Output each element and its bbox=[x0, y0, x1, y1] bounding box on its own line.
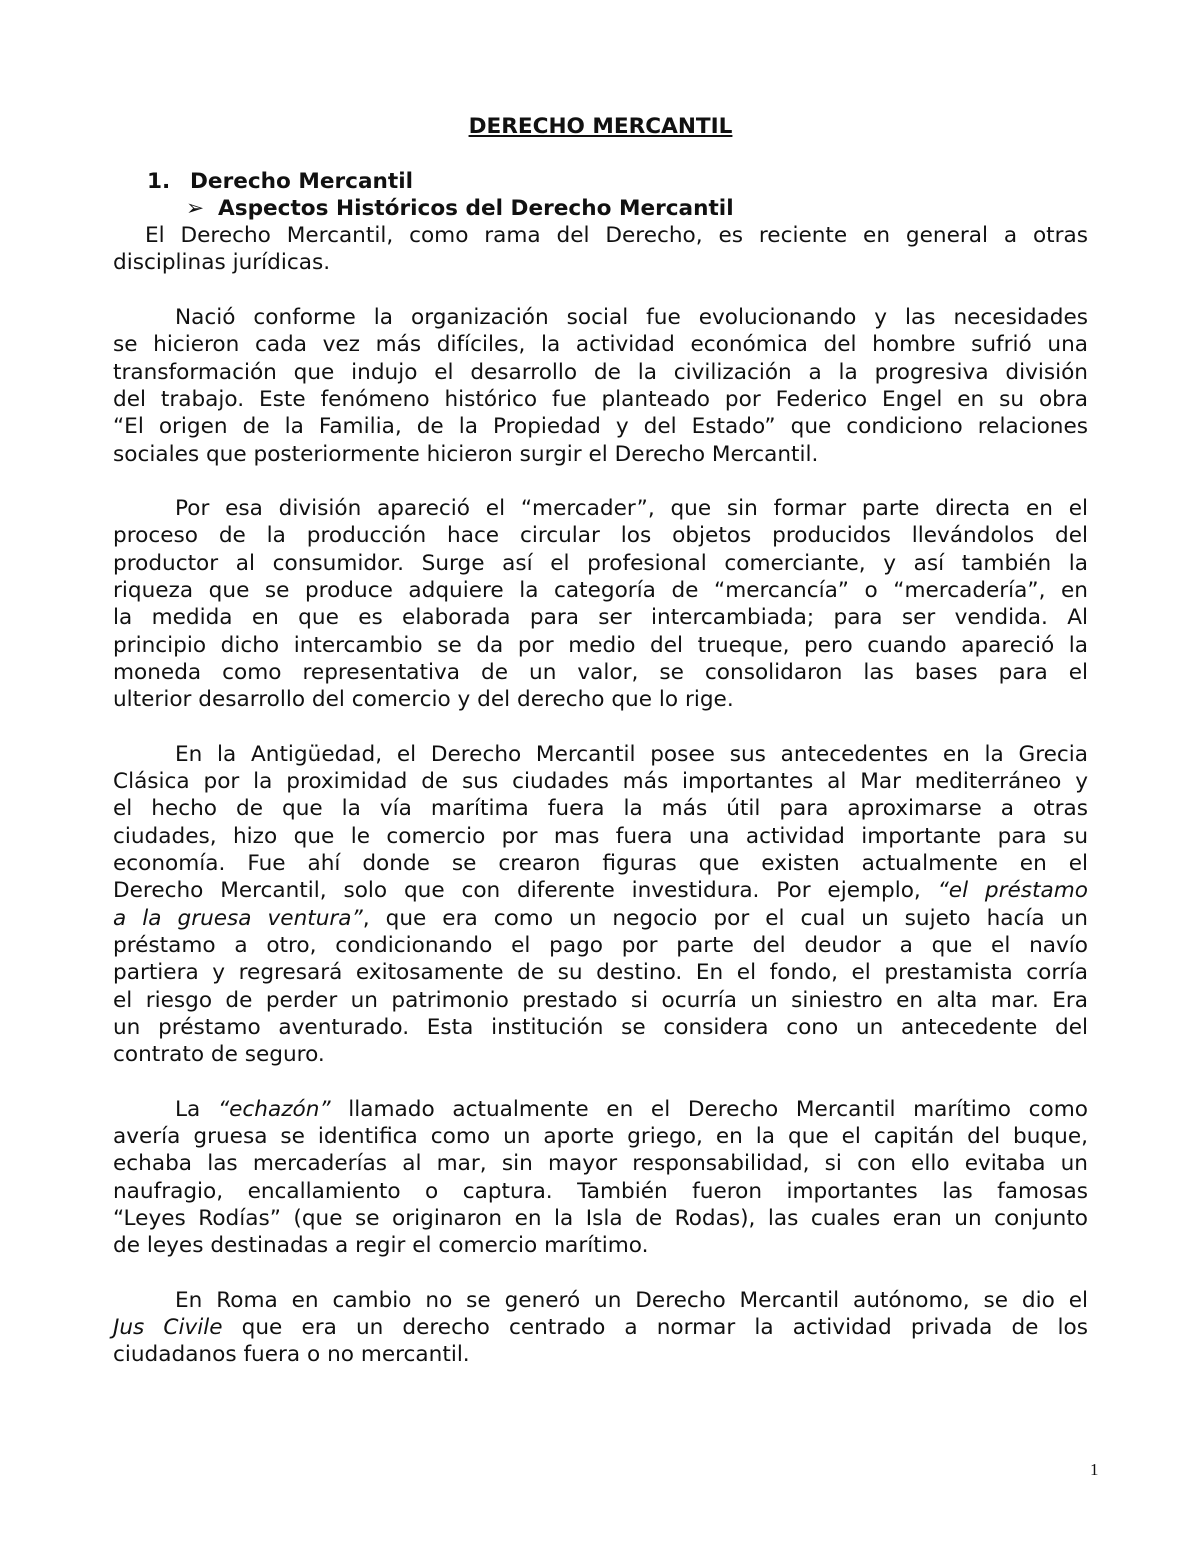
italic-text: “echazón” bbox=[217, 1096, 331, 1122]
italic-text: Jus Civile bbox=[113, 1315, 223, 1341]
italic-text: a la gruesa ventura” bbox=[113, 905, 363, 931]
text-line: transformación que indujo el desarrollo de la civilización a la progresiva división bbox=[113, 359, 1088, 385]
subsection-heading bbox=[113, 195, 1088, 222]
text-line: naufragio, encallamiento o captura. También fueron importantes las famosas bbox=[113, 1178, 1088, 1204]
blank-line bbox=[113, 468, 1088, 495]
section-label: Derecho Mercantil bbox=[190, 168, 414, 194]
text-line: “Leyes Rodías” (que se originaron en la Isla de Rodas), las cuales eran un conjunto bbox=[113, 1205, 1088, 1231]
text-span: , que era como un negocio por el cual un sujeto hacía un bbox=[362, 905, 1088, 931]
text-line: contrato de seguro. bbox=[113, 1042, 325, 1068]
text-line: El Derecho Mercantil, como rama del Derecho, es reciente en general a otras bbox=[145, 223, 1088, 249]
text-line bbox=[113, 905, 1088, 932]
text-line bbox=[113, 1096, 1088, 1123]
blank-line bbox=[113, 714, 1088, 741]
text-line: avería gruesa se identifica como un aporte griego, en la que el capitán del buque, bbox=[113, 1123, 1088, 1149]
text-line: riqueza que se produce adquiere la categoría de “mercancía” o “mercadería”, en bbox=[113, 578, 1088, 604]
body-text bbox=[113, 222, 1088, 1368]
paragraph bbox=[113, 1287, 1088, 1369]
text-line: productor al consumidor. Surge así el profesional comerciante, y así también la bbox=[113, 550, 1088, 576]
blank-line bbox=[113, 277, 1088, 304]
section-number: 1. bbox=[147, 168, 171, 194]
text-span: que era un derecho centrado a normar la actividad privada de los bbox=[222, 1315, 1089, 1341]
text-line bbox=[113, 877, 1088, 904]
blank-line bbox=[113, 140, 1088, 167]
arrow-bullet-icon: ➢ bbox=[186, 195, 205, 221]
text-line: se hicieron cada vez más difíciles, la actividad económica del hombre sufrió una bbox=[113, 332, 1088, 358]
text-line: partiera y regresará exitosamente de su destino. En el fondo, el prestamista corría bbox=[113, 960, 1088, 986]
text-line: Clásica por la proximidad de sus ciudades más importantes al Mar mediterráneo y bbox=[113, 769, 1088, 795]
text-line: el hecho de que la vía marítima fuera la más útil para aproximarse a otras bbox=[113, 796, 1088, 822]
text-line: En la Antigüedad, el Derecho Mercantil posee sus antecedentes en la Grecia bbox=[175, 741, 1088, 767]
text-line: ulterior desarrollo del comercio y del derecho que lo rige. bbox=[113, 687, 734, 713]
text-line bbox=[113, 1314, 1088, 1341]
text-span: llamado actualmente en el Derecho Mercantil marítimo como bbox=[330, 1096, 1088, 1122]
text-line: Nació conforme la organización social fue evolucionando y las necesidades bbox=[175, 305, 1088, 331]
text-line: el riesgo de perder un patrimonio prestado si ocurría un siniestro en alta mar. Era bbox=[113, 987, 1088, 1013]
text-line: principio dicho intercambio se da por medio del trueque, pero cuando apareció la bbox=[113, 632, 1088, 658]
text-line: Por esa división apareció el “mercader”, que sin formar parte directa en el bbox=[175, 496, 1088, 522]
text-line: moneda como representativa de un valor, se consolidaron las bases para el bbox=[113, 659, 1088, 685]
text-line: la medida en que es elaborada para ser intercambiada; para ser vendida. Al bbox=[113, 605, 1088, 631]
text-line: echaba las mercaderías al mar, sin mayor responsabilidad, si con ello evitaba un bbox=[113, 1151, 1088, 1177]
text-line: “El origen de la Familia, de la Propiedad y del Estado” que condiciono relaciones bbox=[113, 414, 1088, 440]
text-line: de leyes destinadas a regir el comercio marítimo. bbox=[113, 1233, 649, 1259]
paragraph bbox=[113, 495, 1088, 713]
blank-line bbox=[113, 1068, 1088, 1095]
text-line: sociales que posteriormente hicieron surgir el Derecho Mercantil. bbox=[113, 441, 819, 467]
paragraph bbox=[113, 741, 1088, 1069]
page-number: 1 bbox=[1090, 1460, 1099, 1479]
text-line: del trabajo. Este fenómeno histórico fue planteado por Federico Engel en su obra bbox=[113, 386, 1088, 412]
text-line: ciudades, hizo que le comercio por mas fuera una actividad importante para su bbox=[113, 823, 1088, 849]
document-title: DERECHO MERCANTIL bbox=[468, 114, 733, 139]
paragraph bbox=[113, 304, 1088, 468]
paragraph bbox=[113, 1096, 1088, 1260]
subsection-label: Aspectos Históricos del Derecho Mercantil bbox=[218, 195, 734, 221]
document-page bbox=[113, 113, 1088, 1369]
text-line: ciudadanos fuera o no mercantil. bbox=[113, 1342, 470, 1368]
blank-line bbox=[113, 1259, 1088, 1286]
text-line: disciplinas jurídicas. bbox=[113, 250, 331, 276]
paragraph bbox=[113, 222, 1088, 277]
text-line: un préstamo aventurado. Esta institución se considera cono un antecedente del bbox=[113, 1014, 1088, 1040]
text-line: préstamo a otro, condicionando el pago por parte del deudor a que el navío bbox=[113, 932, 1088, 958]
text-line: proceso de la producción hace circular los objetos producidos llevándolos del bbox=[113, 523, 1088, 549]
text-span: Derecho Mercantil, solo que con diferente investidura. Por ejemplo, bbox=[113, 878, 938, 904]
section-heading bbox=[113, 168, 1088, 195]
text-line: economía. Fue ahí donde se crearon figuras que existen actualmente en el bbox=[113, 851, 1088, 877]
italic-text: “el préstamo bbox=[937, 878, 1088, 904]
text-line: En Roma en cambio no se generó un Derecho Mercantil autónomo, se dio el bbox=[175, 1287, 1088, 1313]
text-span: La bbox=[175, 1096, 218, 1122]
